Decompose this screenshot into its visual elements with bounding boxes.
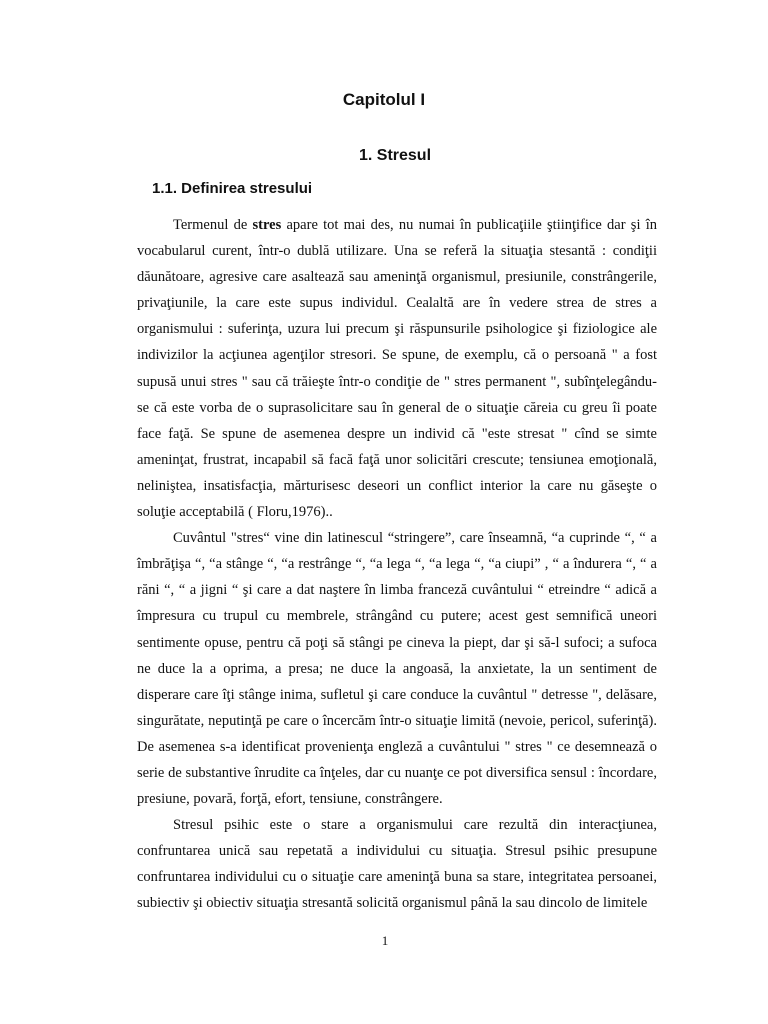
- paragraph-1: [137, 212, 657, 525]
- bold-term-stres: stres: [252, 217, 282, 233]
- chapter-title: Capitolul I: [342, 90, 426, 109]
- paragraph-3: Stresul psihic este o stare a organismului care rezultă din interacţiunea, confruntarea unică sau repetată a individului cu situaţia. Stresul psihic presupune confruntarea individului cu o situaţie care ameninţă buna sa stare, integritatea persoanei, subiectiv şi obiectiv situaţia stresantă solicită organismul până la sau dincolo de limitele: [137, 817, 657, 912]
- paragraph-1-intro: Termenul de: [173, 217, 253, 233]
- body-text: [137, 212, 657, 917]
- paragraph-2: Cuvântul "stres“ vine din latinescul “stringere”, care înseamnă, “a cuprinde “, “ a îmbrăţişa “, “a stânge “, “a restrânge “, “a lega “, “a lega “, “a ciupi” , “ a îndurera “, “ a răni “, “ a jigni “ şi care a dat naştere în limba franceză cuvântului “ etreindre “ adică a împresura cu trupul cu membrele, strângând cu putere; acest gest semnifică uneori sentimente opuse, pentru că poţi să stângi pe cineva la piept, dar şi să-l sufoci; a sufoca ne duce la a oprima, a presa; ne duce la angoasă, la anxietate, la un sentiment de disperare care îţi stânge inima, sufletul şi care conduce la cuvântul " detresse ", delăsare, singurătate, neputinţă pe care o încercăm într-o situaţie limită (nevoie, pericol, suferinţă). De asemenea s-a identificat provenienţa engleză a cuvântului " stres " ce desemnează o serie de substantive înrudite ca înţeles, dar cu nuanţe ce pot diversifica sensul : încordare, presiune, povară, forţă, efort, tensiune, constrângere.: [137, 530, 657, 808]
- subsection-title: 1.1. Definirea stresului: [152, 180, 313, 197]
- page-number: 1: [381, 933, 389, 948]
- paragraph-1-body: apare tot mai des, nu numai în publicaţiile ştiinţifice dar şi în vocabularul curent, într-o dublă utilizare. Una se referă la situaţia stesantă : condiţii dăunătoare, agresive care asaltează sau ameninţă organismul, presiunile, constrângerile, privaţiunile, la care este supus individul. Cealaltă are în vedere strea de stres a organismului : suferinţa, uzura lui precum şi răspunsurile psihologice şi fiziologice ale indivizilor la acţiunea agenţilor stresori. Se spune, de exemplu, că o persoană " a fost supusă unui stres " sau că trăieşte într-o condiţie de " stres permanent ", subînţelegându-se că este vorba de o suprasolicitare sau în general de o situaţie căreia cu greu îi poate face faţă. Se spune de asemenea despre un individ că "este stresat " cînd se simte ameninţat, frustrat, incapabil să facă faţă unor solicitări crescute; tensiunea emoţională, nelinişte​a, insatisfacţia, mărturisesc deseori un conflict interior la care nu găseşte o soluţie acceptabilă ( Floru,1976)..: [137, 217, 657, 521]
- section-title: 1. Stresul: [358, 147, 432, 164]
